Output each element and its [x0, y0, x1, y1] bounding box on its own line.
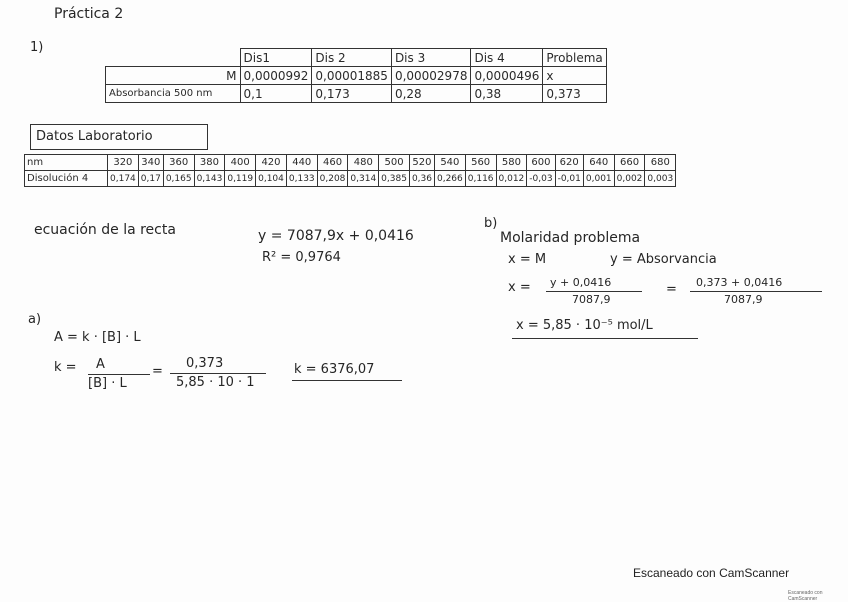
- wavelength-cell: 620: [555, 155, 583, 171]
- absorbance-cell: 0,385: [379, 171, 410, 187]
- absorbance-cell: 0,001: [583, 171, 614, 187]
- row-label: Disolución 4: [25, 171, 108, 187]
- column-header: Dis 2: [312, 49, 392, 67]
- absorbance-cell: 0,174: [108, 171, 139, 187]
- b-title: Molaridad problema: [500, 230, 641, 246]
- column-header: Dis1: [240, 49, 312, 67]
- b-frac1-den: 7087,9: [572, 293, 611, 306]
- a-frac2-num: 0,373: [186, 356, 224, 371]
- absorbance-cell: 0,314: [348, 171, 379, 187]
- table-cell: 0,00002978: [391, 67, 471, 85]
- wavelength-cell: 520: [409, 155, 434, 171]
- ecuacion-value: y = 7087,9x + 0,0416: [258, 228, 414, 244]
- b-frac1-num: y + 0,0416: [550, 276, 612, 289]
- table-row: [25, 155, 676, 171]
- wavelength-table: [24, 154, 676, 187]
- table-cell: 0,00001885: [312, 67, 392, 85]
- b-frac2-num: 0,373 + 0,0416: [696, 276, 783, 289]
- fraction-line: [88, 374, 150, 375]
- row-label: M: [106, 67, 241, 85]
- table-row: [106, 67, 607, 85]
- camscanner-watermark: Escaneado con CamScanner: [633, 566, 790, 580]
- fraction-line: [170, 373, 266, 374]
- wavelength-cell: 380: [194, 155, 225, 171]
- a-formula: A = k · [B] · L: [54, 330, 141, 345]
- table-header-row: [106, 49, 607, 67]
- a-result: k = 6376,07: [294, 362, 375, 377]
- absorbance-cell: 0,104: [256, 171, 287, 187]
- absorbance-cell: -0,03: [527, 171, 555, 187]
- table-cell: 0,0000496: [471, 67, 543, 85]
- column-header: Problema: [543, 49, 606, 67]
- fraction-line: [546, 291, 642, 292]
- table-cell: 0,373: [543, 85, 606, 103]
- table-row: [106, 85, 607, 103]
- absorbance-cell: 0,119: [225, 171, 256, 187]
- table-cell: 0,173: [312, 85, 392, 103]
- a-frac1-den: [B] · L: [88, 376, 127, 391]
- absorbance-cell: 0,266: [434, 171, 465, 187]
- table-cell: x: [543, 67, 606, 85]
- a-k-lhs: k =: [54, 360, 77, 375]
- wavelength-cell: 460: [317, 155, 348, 171]
- section-1-label: 1): [30, 40, 44, 55]
- wavelength-cell: 400: [225, 155, 256, 171]
- b-x-lhs: x =: [508, 280, 531, 295]
- a-frac2-den: 5,85 · 10 · 1: [176, 375, 255, 390]
- a-result-underline: [292, 380, 402, 381]
- a-eq: =: [152, 364, 163, 379]
- absorbance-cell: 0,002: [614, 171, 645, 187]
- wavelength-cell: 320: [108, 155, 139, 171]
- table-row: [25, 171, 676, 187]
- absorbance-cell: 0,208: [317, 171, 348, 187]
- absorbance-cell: 0,133: [286, 171, 317, 187]
- absorbance-cell: 0,165: [163, 171, 194, 187]
- b-y-def: y = Absorvancia: [610, 252, 717, 267]
- ecuacion-label: ecuación de la recta: [34, 222, 176, 238]
- b-frac2-den: 7087,9: [724, 293, 763, 306]
- b-result: x = 5,85 · 10⁻⁵ mol/L: [516, 318, 653, 333]
- wavelength-cell: 340: [138, 155, 163, 171]
- part-a-label: a): [28, 312, 42, 327]
- absorbance-cell: 0,36: [409, 171, 434, 187]
- a-frac1-num: A: [96, 357, 105, 372]
- fraction-line: [690, 291, 822, 292]
- wavelength-cell: 420: [256, 155, 287, 171]
- wavelength-cell: 660: [614, 155, 645, 171]
- table-cell: 0,38: [471, 85, 543, 103]
- row-label: Absorbancia 500 nm: [106, 85, 241, 103]
- wavelength-cell: 580: [496, 155, 527, 171]
- wavelength-cell: 360: [163, 155, 194, 171]
- row-label: nm: [25, 155, 108, 171]
- column-header: Dis 3: [391, 49, 471, 67]
- wavelength-cell: 600: [527, 155, 555, 171]
- table-cell: 0,0000992: [240, 67, 312, 85]
- absorbance-cell: 0,17: [138, 171, 163, 187]
- absorbance-cell: 0,012: [496, 171, 527, 187]
- absorbance-cell: 0,143: [194, 171, 225, 187]
- wavelength-cell: 560: [465, 155, 496, 171]
- wavelength-cell: 440: [286, 155, 317, 171]
- part-b-label: b): [484, 216, 498, 231]
- wavelength-cell: 480: [348, 155, 379, 171]
- datos-title: Datos Laboratorio: [36, 129, 153, 144]
- camscanner-watermark-small: Escaneado con CamScanner: [788, 590, 823, 602]
- r2-value: R² = 0,9764: [262, 250, 341, 265]
- wavelength-cell: 680: [645, 155, 676, 171]
- column-header: Dis 4: [471, 49, 543, 67]
- table-cell: 0,1: [240, 85, 312, 103]
- wavelength-cell: 540: [434, 155, 465, 171]
- table-cell: 0,28: [391, 85, 471, 103]
- page-title: Práctica 2: [54, 6, 124, 22]
- absorbance-cell: 0,003: [645, 171, 676, 187]
- b-x-def: x = M: [508, 252, 547, 267]
- absorbance-cell: 0,116: [465, 171, 496, 187]
- b-result-underline: [512, 338, 698, 339]
- absorbance-table: [105, 48, 607, 103]
- b-eq: =: [666, 282, 677, 297]
- absorbance-cell: -0,01: [555, 171, 583, 187]
- wavelength-cell: 500: [379, 155, 410, 171]
- wavelength-cell: 640: [583, 155, 614, 171]
